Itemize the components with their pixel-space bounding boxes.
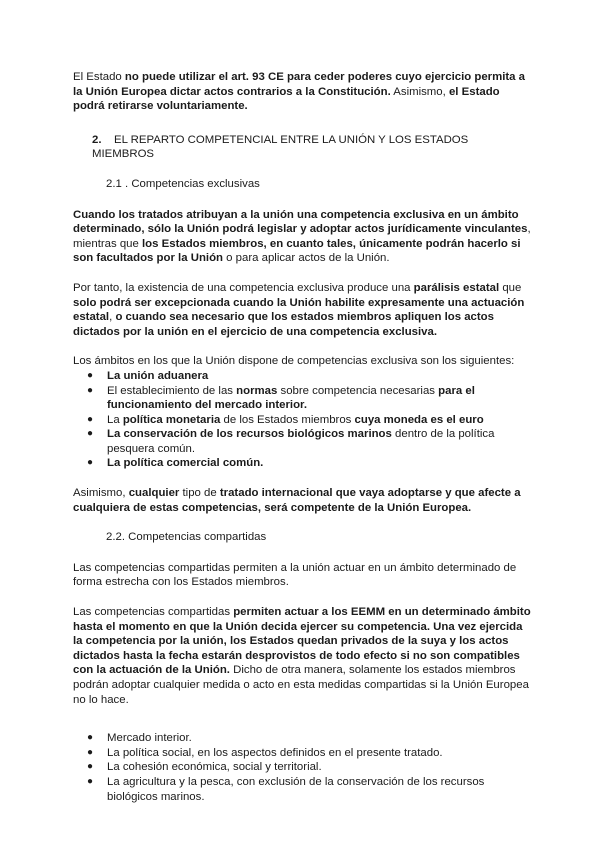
intro-text-1: El Estado bbox=[73, 71, 125, 83]
shared-competences-list bbox=[73, 731, 533, 804]
p6-bold-1: permiten actuar a los EEMM en un determinado ámbito hasta el momento en que la Unión decida ejercer su competencia. Una vez ejercida la competencia por la unión, los Estados quedan privados de la suya y los actos dictados hasta la fecha estarán desprovistos de todo efecto si no son compatibles con la actuación de la Unión. bbox=[73, 606, 531, 677]
intro-text-2: Asimismo, bbox=[390, 85, 449, 98]
paragraph-shared-definition: Las competencias compartidas permiten a la unión actuar en un ámbito determinado de forma estrecha con los Estados miembros. bbox=[73, 561, 517, 589]
list-item bbox=[73, 731, 533, 746]
list-item bbox=[73, 384, 533, 413]
list-item-text: El establecimiento de las bbox=[107, 384, 237, 397]
p2-text-3: , bbox=[109, 311, 116, 324]
list-item bbox=[73, 369, 533, 384]
bullet-icon: ● bbox=[87, 732, 94, 744]
paragraph-shared-detail bbox=[73, 605, 533, 707]
list-item bbox=[73, 775, 533, 804]
p2-bold-2: solo podrá ser excepcionada cuando la Unión habilite expresamente una actuación estatal bbox=[73, 296, 525, 324]
bullet-icon: ● bbox=[87, 457, 94, 469]
list-item-bold: La conservación de los recursos biológicos marinos bbox=[107, 428, 392, 441]
p2-bold-3: o cuando sea necesario que los estados miembros apliquen los actos dictados por la unión en el ejercicio de una competencia exclusiva. bbox=[73, 311, 494, 338]
p1-text-1: , mientras que bbox=[73, 223, 531, 250]
p6-text-2: Dicho de otra manera, solamente los estados miembros podrán adoptar cualquier medida o acto en esta medidas compartidas si la Unión Europea no lo hace. bbox=[73, 664, 529, 706]
exclusive-competences-list bbox=[73, 369, 533, 471]
list-item-bold: para el funcionamiento del mercado interior. bbox=[107, 384, 475, 412]
subsection-2-1-heading: 2.1 . Competencias exclusivas bbox=[106, 177, 260, 190]
list-item-text: de los Estados miembros bbox=[220, 413, 355, 426]
list-item-bold: normas bbox=[236, 384, 278, 397]
list-item bbox=[73, 760, 533, 775]
list-item-text: La bbox=[107, 413, 123, 426]
list-item-text: La política social, en los aspectos definidos en el presente tratado. bbox=[107, 746, 443, 759]
bullet-icon: ● bbox=[87, 428, 94, 440]
list-item-bold: política monetaria bbox=[122, 413, 221, 426]
document-page bbox=[73, 70, 533, 804]
subsection-2-2-heading: 2.2. Competencias compartidas bbox=[106, 531, 267, 544]
section-2-heading bbox=[92, 133, 533, 162]
list-item-text: La unión aduanera bbox=[107, 369, 209, 382]
list-item-text: dentro de la política pesquera común. bbox=[107, 428, 495, 455]
p1-bold-2: los Estados miembros, en cuanto tales, únicamente podrán hacerlo si son facultados por la Unión bbox=[73, 237, 521, 265]
list-item-bold: La política comercial común. bbox=[107, 457, 264, 470]
list-item-text: sobre competencia necesarias bbox=[277, 384, 439, 397]
intro-bold-2: el Estado podrá retirarse voluntariamente. bbox=[73, 85, 500, 113]
p1-bold-1: Cuando los tratados atribuyan a la unión una competencia exclusiva en un ámbito determinado, sólo la Unión podrá legislar y adoptar actos jurídicamente vinculantes bbox=[73, 208, 528, 236]
bullet-icon: ● bbox=[87, 369, 94, 381]
paragraph-ambitos-intro: Los ámbitos en los que la Unión dispone de competencias exclusiva son los siguientes: bbox=[73, 355, 515, 368]
p4-bold-1: cualquier bbox=[128, 487, 180, 500]
p6-text-1: Las competencias compartidas bbox=[73, 606, 234, 619]
p1-text-2: o para aplicar actos de la Unión. bbox=[223, 252, 390, 265]
section-2-title: EL REPARTO COMPETENCIAL ENTRE LA UNIÓN Y LOS ESTADOS MIEMBROS bbox=[92, 133, 469, 161]
list-item bbox=[73, 746, 533, 761]
bullet-icon: ● bbox=[87, 413, 94, 425]
list-item bbox=[73, 456, 533, 471]
bullet-icon: ● bbox=[87, 775, 94, 787]
p4-text-2: tipo de bbox=[179, 487, 220, 500]
bullet-icon: ● bbox=[87, 746, 94, 758]
paragraph-tratado-internacional bbox=[73, 486, 533, 515]
intro-paragraph bbox=[73, 70, 533, 114]
bullet-icon: ● bbox=[87, 384, 94, 396]
list-item-text: La cohesión económica, social y territorial. bbox=[107, 761, 322, 774]
list-item-text: Mercado interior. bbox=[107, 732, 192, 745]
bullet-icon: ● bbox=[87, 761, 94, 773]
p2-bold-1: parálisis estatal bbox=[413, 281, 500, 294]
section-2-number: 2. bbox=[92, 133, 102, 146]
p2-text-1: Por tanto, la existencia de una competencia exclusiva produce una bbox=[73, 281, 414, 294]
list-item-bold: cuya moneda es el euro bbox=[354, 413, 484, 426]
p4-text-1: Asimismo, bbox=[73, 487, 129, 500]
p4-bold-2: tratado internacional que vaya adoptarse y que afecte a cualquiera de estas competencias, será competente de la Unión Europea. bbox=[73, 487, 521, 514]
list-item-text: La agricultura y la pesca, con exclusión de la conservación de los recursos biológicos marinos. bbox=[107, 775, 485, 803]
list-item bbox=[73, 413, 533, 428]
intro-bold-1: no puede utilizar el art. 93 CE para ceder poderes cuyo ejercicio permita a la Unión Europea dictar actos contrarios a la Constitución. bbox=[73, 71, 526, 98]
p2-text-2: que bbox=[499, 281, 522, 294]
paragraph-exclusive-definition bbox=[73, 208, 533, 266]
paragraph-paralisis bbox=[73, 281, 533, 339]
list-item bbox=[73, 427, 533, 456]
